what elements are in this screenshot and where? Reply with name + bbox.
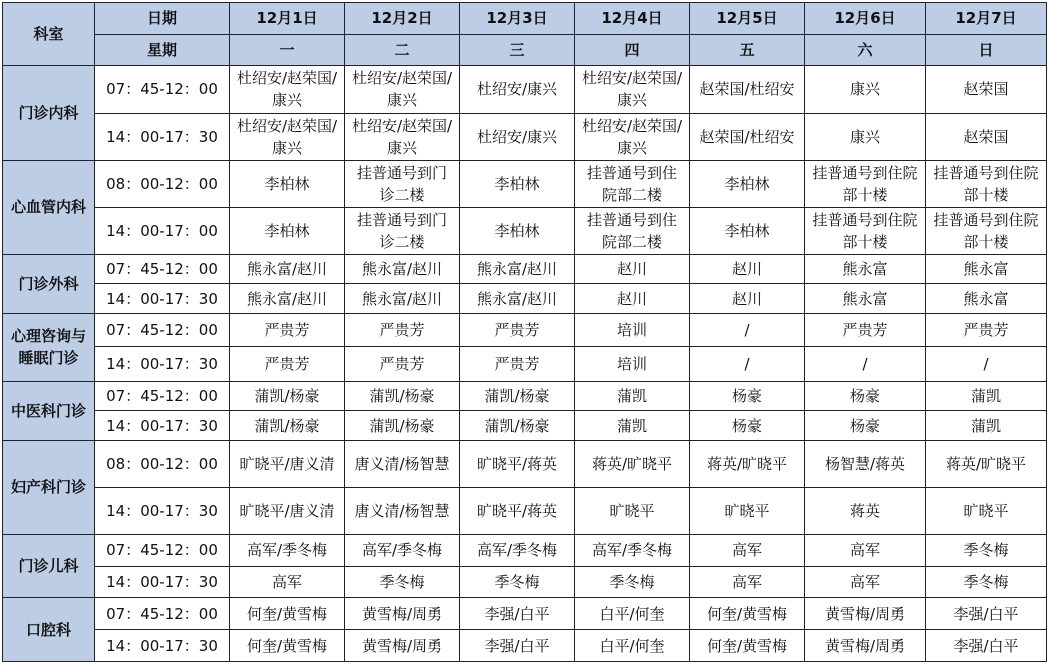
schedule-cell: /: [690, 314, 805, 347]
schedule-cell: 李柏林: [690, 207, 805, 254]
schedule-cell: 挂普通号到门诊二楼: [345, 160, 460, 207]
schedule-row: [3, 566, 1047, 598]
schedule-row: [3, 254, 1047, 284]
schedule-cell: 何奎/黄雪梅: [230, 598, 345, 630]
schedule-row: [3, 598, 1047, 630]
time-slot: 14：00-17：30: [95, 346, 230, 381]
schedule-cell: 何奎/黄雪梅: [690, 598, 805, 630]
schedule-cell: 李强/白平: [460, 598, 575, 630]
dept-name: 妇产科门诊: [3, 440, 95, 534]
schedule-cell: 旷晓平/蒋英: [460, 440, 575, 487]
time-slot: 07：45-12：00: [95, 381, 230, 411]
schedule-cell: 挂普通号到住院部二楼: [575, 207, 690, 254]
schedule-cell: 李强/白平: [460, 630, 575, 662]
schedule-cell: 蒲凯: [575, 381, 690, 411]
weekday-header: 四: [575, 34, 690, 66]
date-header: 12月2日: [345, 3, 460, 35]
schedule-cell: 黄雪梅/周勇: [345, 630, 460, 662]
schedule-cell: 李强/白平: [926, 598, 1047, 630]
schedule-row: [3, 314, 1047, 347]
schedule-cell: 杜绍安/赵荣国/康兴: [345, 66, 460, 113]
schedule-cell: 蒲凯/杨豪: [345, 411, 460, 441]
time-slot: 14：00-17：00: [95, 207, 230, 254]
schedule-cell: 李柏林: [230, 160, 345, 207]
schedule-row: [3, 381, 1047, 411]
schedule-cell: 季冬梅: [460, 566, 575, 598]
schedule-cell: 旷晓平: [690, 487, 805, 534]
schedule-row: [3, 440, 1047, 487]
schedule-cell: 季冬梅: [345, 566, 460, 598]
schedule-cell: 何奎/黄雪梅: [230, 630, 345, 662]
schedule-cell: 严贵芳: [460, 314, 575, 347]
schedule-cell: 赵川: [690, 284, 805, 314]
schedule-cell: 熊永富/赵川: [345, 254, 460, 284]
schedule-cell: 季冬梅: [926, 535, 1047, 567]
schedule-row: [3, 113, 1047, 160]
schedule-cell: 旷晓平: [926, 487, 1047, 534]
schedule-cell: 蒲凯/杨豪: [230, 381, 345, 411]
time-slot: 07：45-12：00: [95, 535, 230, 567]
schedule-cell: 赵川: [575, 254, 690, 284]
schedule-row: [3, 160, 1047, 207]
schedule-cell: 康兴: [805, 66, 926, 113]
schedule-cell: /: [926, 346, 1047, 381]
weekday-label: 星期: [95, 34, 230, 66]
schedule-cell: /: [805, 346, 926, 381]
dept-name: 心血管内科: [3, 160, 95, 254]
schedule-cell: 高军: [805, 566, 926, 598]
date-header: 12月4日: [575, 3, 690, 35]
schedule-cell: 高军: [805, 535, 926, 567]
schedule-cell: 白平/何奎: [575, 630, 690, 662]
schedule-cell: 杜绍安/康兴: [460, 66, 575, 113]
time-slot: 07：45-12：00: [95, 66, 230, 113]
schedule-row: [3, 284, 1047, 314]
schedule-cell: 黄雪梅/周勇: [805, 630, 926, 662]
header-row-dates: [3, 3, 1047, 35]
schedule-cell: 熊永富: [805, 284, 926, 314]
schedule-cell: 高军: [230, 566, 345, 598]
schedule-cell: 严贵芳: [230, 314, 345, 347]
schedule-cell: 季冬梅: [575, 566, 690, 598]
schedule-cell: 康兴: [805, 113, 926, 160]
schedule-cell: 赵荣国/杜绍安: [690, 113, 805, 160]
schedule-row: [3, 487, 1047, 534]
schedule-cell: 季冬梅: [926, 566, 1047, 598]
schedule-cell: 蒋英/旷晓平: [926, 440, 1047, 487]
dept-name: 门诊外科: [3, 254, 95, 313]
schedule-cell: 挂普通号到住院部十楼: [805, 160, 926, 207]
schedule-cell: 杜绍安/赵荣国/康兴: [345, 113, 460, 160]
weekday-header: 二: [345, 34, 460, 66]
schedule-cell: 高军: [690, 566, 805, 598]
time-slot: 14：00-17：30: [95, 487, 230, 534]
schedule-cell: 高军/季冬梅: [575, 535, 690, 567]
schedule-cell: 熊永富: [926, 284, 1047, 314]
schedule-cell: 熊永富/赵川: [460, 254, 575, 284]
dept-name: 门诊内科: [3, 66, 95, 160]
schedule-cell: 蒋英: [805, 487, 926, 534]
schedule-row: [3, 411, 1047, 441]
schedule-cell: 严贵芳: [926, 314, 1047, 347]
schedule-cell: 高军/季冬梅: [230, 535, 345, 567]
schedule-cell: 杨豪: [805, 411, 926, 441]
schedule-cell: 杜绍安/赵荣国/康兴: [230, 66, 345, 113]
schedule-cell: 培训: [575, 314, 690, 347]
schedule-cell: 挂普通号到住院部二楼: [575, 160, 690, 207]
time-slot: 08：00-12：00: [95, 440, 230, 487]
time-slot: 14：00-17：30: [95, 566, 230, 598]
time-slot: 14：00-17：30: [95, 113, 230, 160]
dept-name: 口腔科: [3, 598, 95, 662]
schedule-cell: 杜绍安/赵荣国/康兴: [575, 66, 690, 113]
schedule-cell: 杜绍安/赵荣国/康兴: [575, 113, 690, 160]
date-header: 12月5日: [690, 3, 805, 35]
schedule-cell: 李柏林: [690, 160, 805, 207]
time-slot: 08：00-12：00: [95, 160, 230, 207]
schedule-row: [3, 535, 1047, 567]
schedule-cell: 高军/季冬梅: [345, 535, 460, 567]
time-slot: 14：00-17：30: [95, 284, 230, 314]
schedule-cell: 挂普通号到门诊二楼: [345, 207, 460, 254]
schedule-cell: /: [690, 346, 805, 381]
schedule-cell: 严贵芳: [345, 346, 460, 381]
schedule-cell: 蒋英/旷晓平: [575, 440, 690, 487]
time-slot: 07：45-12：00: [95, 598, 230, 630]
schedule-cell: 旷晓平: [575, 487, 690, 534]
schedule-cell: 挂普通号到住院部十楼: [926, 160, 1047, 207]
schedule-cell: 李柏林: [230, 207, 345, 254]
schedule-cell: 熊永富/赵川: [230, 284, 345, 314]
schedule-cell: 唐义清/杨智慧: [345, 440, 460, 487]
schedule-table: [2, 2, 1047, 662]
dept-name: 中医科门诊: [3, 381, 95, 440]
schedule-cell: 杨智慧/蒋英: [805, 440, 926, 487]
schedule-cell: 白平/何奎: [575, 598, 690, 630]
date-label: 日期: [95, 3, 230, 35]
dept-header: 科室: [3, 3, 95, 66]
schedule-cell: 严贵芳: [230, 346, 345, 381]
schedule-cell: 李柏林: [460, 207, 575, 254]
schedule-cell: 黄雪梅/周勇: [805, 598, 926, 630]
schedule-cell: 赵荣国/杜绍安: [690, 66, 805, 113]
schedule-cell: 杨豪: [690, 411, 805, 441]
schedule-cell: 杜绍安/康兴: [460, 113, 575, 160]
schedule-row: [3, 630, 1047, 662]
schedule-cell: 蒲凯/杨豪: [230, 411, 345, 441]
date-header: 12月3日: [460, 3, 575, 35]
schedule-cell: 蒲凯/杨豪: [460, 411, 575, 441]
weekday-header: 三: [460, 34, 575, 66]
schedule-cell: 蒲凯: [926, 381, 1047, 411]
schedule-cell: 熊永富/赵川: [230, 254, 345, 284]
schedule-cell: 熊永富/赵川: [460, 284, 575, 314]
schedule-cell: 旷晓平/唐义清: [230, 487, 345, 534]
date-header: 12月7日: [926, 3, 1047, 35]
weekday-header: 一: [230, 34, 345, 66]
schedule-cell: 李强/白平: [926, 630, 1047, 662]
weekday-header: 六: [805, 34, 926, 66]
schedule-row: [3, 66, 1047, 113]
schedule-cell: 赵川: [575, 284, 690, 314]
schedule-cell: 黄雪梅/周勇: [345, 598, 460, 630]
schedule-cell: 熊永富/赵川: [345, 284, 460, 314]
schedule-cell: 培训: [575, 346, 690, 381]
schedule-cell: 严贵芳: [460, 346, 575, 381]
date-header: 12月6日: [805, 3, 926, 35]
schedule-row: [3, 346, 1047, 381]
schedule-cell: 赵川: [690, 254, 805, 284]
date-header: 12月1日: [230, 3, 345, 35]
weekday-header: 五: [690, 34, 805, 66]
schedule-cell: 挂普通号到住院部十楼: [926, 207, 1047, 254]
schedule-cell: 李柏林: [460, 160, 575, 207]
schedule-cell: 杨豪: [690, 381, 805, 411]
time-slot: 07：45-12：00: [95, 254, 230, 284]
schedule-cell: 旷晓平/蒋英: [460, 487, 575, 534]
time-slot: 07：45-12：00: [95, 314, 230, 347]
dept-name: 门诊儿科: [3, 535, 95, 598]
schedule-cell: 蒲凯/杨豪: [460, 381, 575, 411]
schedule-cell: 高军/季冬梅: [460, 535, 575, 567]
schedule-cell: 赵荣国: [926, 66, 1047, 113]
schedule-cell: 蒲凯: [926, 411, 1047, 441]
dept-name: 心理咨询与睡眠门诊: [3, 314, 95, 382]
schedule-cell: 蒋英/旷晓平: [690, 440, 805, 487]
schedule-cell: 蒲凯: [575, 411, 690, 441]
schedule-cell: 严贵芳: [805, 314, 926, 347]
schedule-cell: 蒲凯/杨豪: [345, 381, 460, 411]
schedule-cell: 挂普通号到住院部十楼: [805, 207, 926, 254]
schedule-cell: 高军: [690, 535, 805, 567]
schedule-cell: 杨豪: [805, 381, 926, 411]
weekday-header: 日: [926, 34, 1047, 66]
schedule-cell: 何奎/黄雪梅: [690, 630, 805, 662]
schedule-cell: 熊永富: [926, 254, 1047, 284]
time-slot: 14：00-17：30: [95, 411, 230, 441]
time-slot: 14：00-17：30: [95, 630, 230, 662]
schedule-cell: 杜绍安/赵荣国/康兴: [230, 113, 345, 160]
schedule-cell: 熊永富: [805, 254, 926, 284]
schedule-cell: 严贵芳: [345, 314, 460, 347]
schedule-row: [3, 207, 1047, 254]
schedule-cell: 赵荣国: [926, 113, 1047, 160]
schedule-cell: 旷晓平/唐义清: [230, 440, 345, 487]
header-row-weekdays: [3, 34, 1047, 66]
schedule-cell: 唐义清/杨智慧: [345, 487, 460, 534]
